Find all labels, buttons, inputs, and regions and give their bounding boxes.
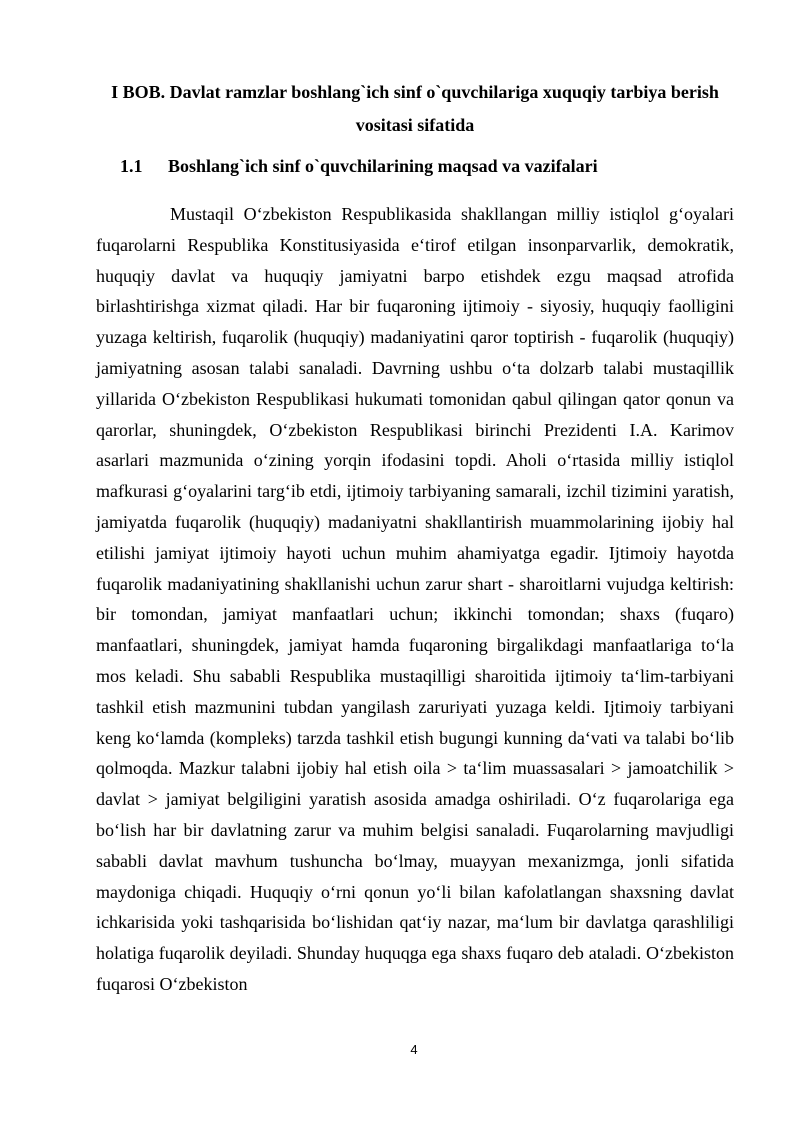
section-heading: [120, 150, 740, 183]
section-number: 1.1: [120, 156, 143, 176]
section-title: Boshlang`ich sinf o`quvchilarining maqsad va vazifalari: [168, 156, 598, 176]
body-paragraph: Mustaqil O‘zbekiston Respublikasida shakllangan milliy istiqlol g‘oyalari fuqarolarni Respublika Konstitusiyasida e‘tirof etilgan insonparvarlik, demokratik, huquqiy davlat va huquqiy jamiyatni barpo etishdek ezgu maqsad atrofida birlashtirishga xizmat qiladi. Har bir fuqaroning ijtimoiy - siyosiy, huquqiy faolligini yuzaga keltirish, fuqarolik (huquqiy) madaniyatini qaror toptirish - fuqarolik (huquqiy) jamiyatning asosan talabi sanaladi. Davrning ushbu o‘ta dolzarb talabi mustaqillik yillarida O‘zbekiston Respublikasi hukumati tomonidan qabul qilingan qator qonun va qarorlar, shuningdek, O‘zbekiston Respublikasi birinchi Prezidenti I.A. Karimov asarlari mazmunida o‘zining yorqin ifodasini topdi. Aholi o‘rtasida milliy istiqlol mafkurasi g‘oyalarini targ‘ib etdi, ijtimoiy tarbiyaning samarali, izchil tizimini yaratish, jamiyatda fuqarolik (huquqiy) madaniyatni shakllantirish muammolarining ijobiy hal etilishi jamiyat ijtimoiy hayoti uchun muhim ahamiyatga egadir. Ijtimoiy hayotda fuqarolik madaniyatining shakllanishi uchun zarur shart - sharoitlarni vujudga keltirish: bir tomondan, jamiyat manfaatlari uchun; ikkinchi tomondan; shaxs (fuqaro) manfaatlari, shuningdek, jamiyat hamda fuqaroning birgalikdagi manfaatlariga to‘la mos keladi. Shu sababli Respublika mustaqilligi sharoitida ijtimoiy ta‘lim-tarbiyani tashkil etish mazmunini tubdan yangilash zaruriyati yuzaga keldi. Ijtimoiy tarbiyani keng ko‘lamda (kompleks) tarzda tashkil etish bugungi kunning da‘vati va talabi bo‘lib qolmoqda. Mazkur talabni ijobiy hal etish oila > ta‘lim muassasalari > jamoatchilik > davlat > jamiyat belgiligini yaratish asosida amadga oshiriladi. O‘z fuqarolariga ega bo‘lish har bir davlatning zarur va muhim belgisi sanaladi. Fuqarolarning mavjudligi sababli davlat mavhum tushuncha bo‘lmay, muayyan mexanizmga, jonli sifatida maydoniga chiqadi. Huquqiy o‘rni qonun yo‘li bilan kafolatlangan shaxsning davlat ichkarisida yoki tashqarisida bo‘lishidan qat‘iy nazar, ma‘lum bir davlatga qarashliligi holatiga fuqarolik deyiladi. Shunday huquqga ega shaxs fuqaro deb ataladi. O‘zbekiston fuqarosi O‘zbekiston: [96, 204, 734, 994]
chapter-prefix: I BOB: [111, 82, 161, 102]
chapter-title-text: . Davlat ramzlar boshlang`ich sinf o`quvchilariga xuquqiy tarbiya berish vositasi sifatida: [160, 82, 719, 135]
chapter-title: [85, 76, 745, 142]
page-number: 4: [410, 1042, 418, 1057]
